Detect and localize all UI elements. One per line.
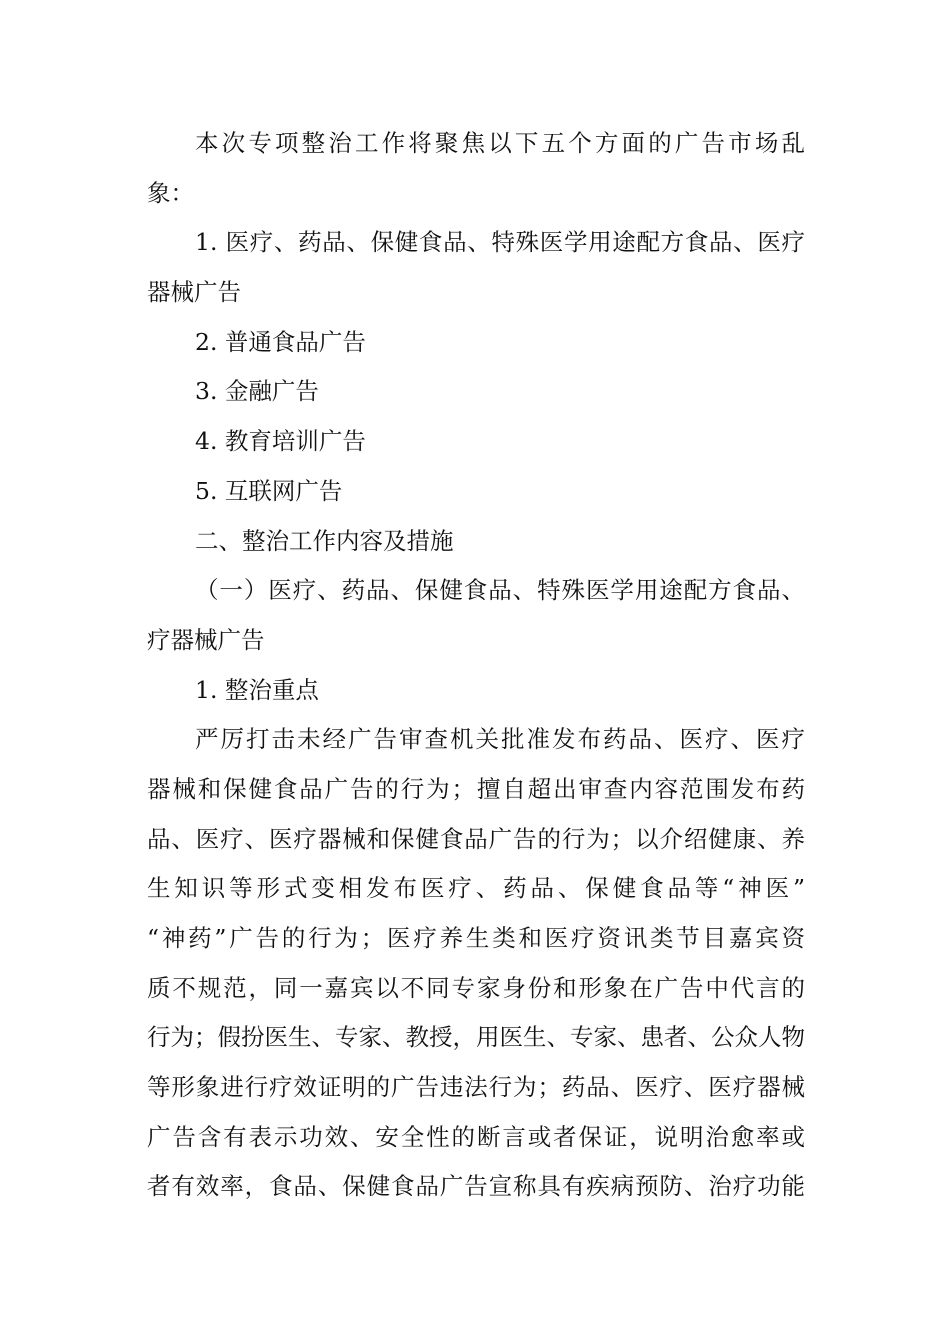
body-paragraph-line: 等形象进行疗效证明的广告违法行为；药品、医疗、医疗器械 bbox=[147, 1073, 805, 1102]
body-paragraph-line: 广告含有表示功效、安全性的断言或者保证，说明治愈率或 bbox=[147, 1122, 805, 1151]
body-paragraph-line: 生知识等形式变相发布医疗、药品、保健食品等“神医” bbox=[147, 874, 805, 903]
paragraph-intro-line: 象： bbox=[147, 178, 194, 207]
list-item-3: 3. 金融广告 bbox=[195, 377, 319, 406]
body-paragraph-line: 者有效率，食品、保健食品广告宣称具有疾病预防、治疗功能 bbox=[147, 1172, 805, 1201]
section-heading: 二、整治工作内容及措施 bbox=[195, 526, 454, 555]
list-item-4: 4. 教育培训广告 bbox=[195, 427, 366, 456]
subsection-heading: （一）医疗、药品、保健食品、特殊医学用途配方食品、 bbox=[195, 576, 805, 605]
body-paragraph-line: 严厉打击未经广告审查机关批准发布药品、医疗、医疗 bbox=[195, 725, 805, 754]
document-page bbox=[147, 119, 805, 1212]
body-paragraph-line: 质不规范，同一嘉宾以不同专家身份和形象在广告中代言的 bbox=[147, 973, 805, 1002]
body-paragraph-line: 品、医疗、医疗器械和保健食品广告的行为；以介绍健康、养 bbox=[147, 824, 805, 853]
subheading-focus: 1. 整治重点 bbox=[195, 675, 319, 704]
body-paragraph-line: 行为；假扮医生、专家、教授，用医生、专家、患者、公众人物 bbox=[147, 1023, 805, 1052]
paragraph-intro-line: 本次专项整治工作将聚焦以下五个方面的广告市场乱 bbox=[195, 129, 805, 157]
body-paragraph-line: “神药”广告的行为；医疗养生类和医疗资讯类节目嘉宾资 bbox=[147, 924, 805, 952]
list-item-5: 5. 互联网广告 bbox=[195, 476, 343, 505]
list-item-1-cont: 器械广告 bbox=[147, 278, 241, 307]
list-item-1: 1. 医疗、药品、保健食品、特殊医学用途配方食品、医疗 bbox=[195, 228, 805, 257]
list-item-2: 2. 普通食品广告 bbox=[195, 327, 366, 356]
body-paragraph-line: 器械和保健食品广告的行为；擅自超出审查内容范围发布药 bbox=[147, 774, 805, 803]
subsection-heading-cont: 疗器械广告 bbox=[147, 625, 265, 654]
